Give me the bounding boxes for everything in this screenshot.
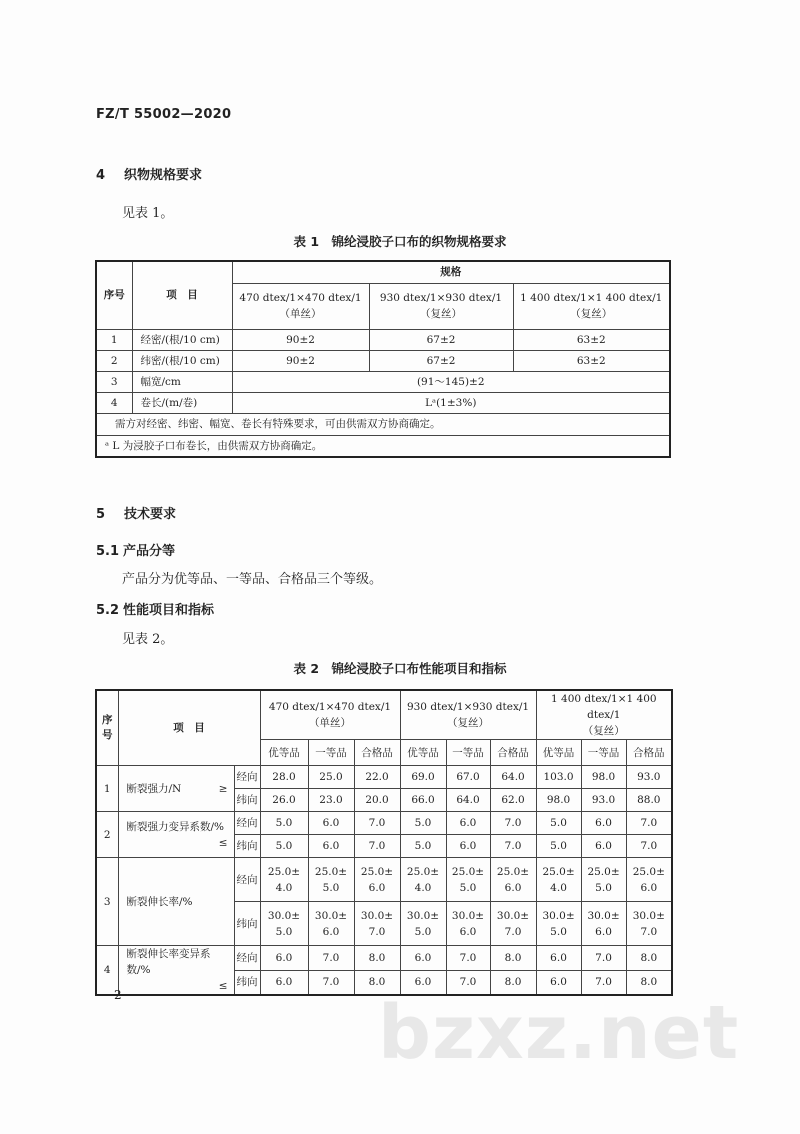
- table-1-caption: 表 1 锦纶浸胶子口布的织物规格要求: [293, 234, 507, 249]
- table-cell: 6.0: [308, 812, 354, 835]
- section-5-1-text: 产品分为优等品、一等品、合格品三个等级。: [122, 572, 383, 587]
- table-cell: 纬密/(根/10 cm): [132, 350, 232, 371]
- spec-col-1: 470 dtex/1×470 dtex/1 （单丝）: [232, 283, 369, 329]
- table-cell: 62.0: [490, 789, 536, 812]
- table-2: [95, 689, 673, 996]
- section-5-heading: 5 技术要求: [96, 507, 177, 522]
- table-cell: 6.0: [446, 835, 490, 858]
- spec-col-3: 1 400 dtex/1×1 400 dtex/1 （复丝）: [536, 690, 672, 740]
- table-cell: 纬向: [234, 835, 260, 858]
- header-spec: 规格: [232, 261, 670, 283]
- table-cell: 103.0: [536, 766, 581, 789]
- table-cell: 3: [96, 858, 118, 946]
- section-number: 4: [96, 168, 106, 183]
- table-cell: 30.0± 6.0: [308, 902, 354, 946]
- item-strength-cv: 断裂强力变异系数/% ≤: [118, 812, 234, 858]
- table-cell: 2: [96, 350, 132, 371]
- table-cell: 25.0: [308, 766, 354, 789]
- table-cell: 93.0: [626, 766, 672, 789]
- table-row: [96, 858, 672, 902]
- table-cell: 26.0: [260, 789, 308, 812]
- header-item: 项 目: [132, 261, 232, 329]
- table-cell: 5.0: [260, 835, 308, 858]
- table-cell: 25.0± 6.0: [490, 858, 536, 902]
- section-title: 织物规格要求: [124, 168, 203, 183]
- table-cell: 7.0: [446, 946, 490, 971]
- table-cell: 6.0: [581, 812, 626, 835]
- table-cell: 5.0: [260, 812, 308, 835]
- table-cell: 经向: [234, 812, 260, 835]
- table-cell: 25.0± 5.0: [446, 858, 490, 902]
- grade-first: 一等品: [581, 740, 626, 766]
- spec-col-2: 930 dtex/1×930 dtex/1 （复丝）: [369, 283, 513, 329]
- table-cell: 7.0: [490, 812, 536, 835]
- table-cell: 经向: [234, 858, 260, 902]
- table-cell: 7.0: [581, 946, 626, 971]
- table-cell: 30.0± 6.0: [581, 902, 626, 946]
- table-cell: 30.0± 7.0: [490, 902, 536, 946]
- grade-first: 一等品: [446, 740, 490, 766]
- table-cell: 25.0± 5.0: [581, 858, 626, 902]
- table-cell: 6.0: [536, 946, 581, 971]
- table-cell: 7.0: [490, 835, 536, 858]
- table-cell: 7.0: [581, 970, 626, 995]
- table-cell: 25.0± 4.0: [536, 858, 581, 902]
- table-cell: 6.0: [446, 812, 490, 835]
- table-cell: 30.0± 7.0: [626, 902, 672, 946]
- table-cell: Lᵃ(1±3%): [232, 392, 670, 413]
- table-cell: 25.0± 6.0: [354, 858, 400, 902]
- table-2-caption: 表 2 锦纶浸胶子口布性能项目和指标: [293, 661, 507, 676]
- table-1: [95, 260, 671, 458]
- table-cell: 4: [96, 946, 118, 996]
- table-row: [96, 371, 670, 392]
- table-cell: 7.0: [354, 812, 400, 835]
- table-row: [96, 329, 670, 350]
- table-cell: 64.0: [490, 766, 536, 789]
- page-number: 2: [114, 988, 122, 1002]
- section-5-2-text: 见表 2。: [122, 632, 174, 647]
- table-cell: 6.0: [581, 835, 626, 858]
- grade-qualified: 合格品: [490, 740, 536, 766]
- table-cell: 8.0: [490, 970, 536, 995]
- table-cell: 22.0: [354, 766, 400, 789]
- item-elongation: 断裂伸长率/%: [118, 858, 234, 946]
- table-cell: 90±2: [232, 350, 369, 371]
- table-cell: 30.0± 5.0: [536, 902, 581, 946]
- table-cell: 6.0: [260, 946, 308, 971]
- table-cell: 幅宽/cm: [132, 371, 232, 392]
- table-cell: 67±2: [369, 350, 513, 371]
- table-cell: 64.0: [446, 789, 490, 812]
- table-cell: 25.0± 5.0: [308, 858, 354, 902]
- grade-top: 优等品: [400, 740, 446, 766]
- table-cell: 纬向: [234, 789, 260, 812]
- table-cell: 5.0: [536, 835, 581, 858]
- table-cell: 6.0: [536, 970, 581, 995]
- table-cell: 66.0: [400, 789, 446, 812]
- section-5-2-heading: 5.2 性能项目和指标: [96, 603, 215, 618]
- grade-top: 优等品: [260, 740, 308, 766]
- table-cell: 7.0: [626, 835, 672, 858]
- table-cell: 7.0: [308, 970, 354, 995]
- table-cell: 3: [96, 371, 132, 392]
- header-no: 序号: [96, 690, 118, 766]
- table-cell: 8.0: [354, 946, 400, 971]
- table-cell: 6.0: [308, 835, 354, 858]
- table-cell: 30.0± 7.0: [354, 902, 400, 946]
- table-cell: 4: [96, 392, 132, 413]
- table-cell: 98.0: [536, 789, 581, 812]
- item-elongation-cv: 断裂伸长率变异系数/% ≤: [118, 946, 234, 996]
- table-cell: 经向: [234, 766, 260, 789]
- table-cell: 23.0: [308, 789, 354, 812]
- grade-top: 优等品: [536, 740, 581, 766]
- table-cell: 69.0: [400, 766, 446, 789]
- table-cell: 1: [96, 329, 132, 350]
- section-4-text: 见表 1。: [122, 206, 174, 221]
- table-1-footnote: ᵃ L 为浸胶子口布卷长，由供需双方协商确定。: [96, 435, 670, 457]
- table-cell: 67±2: [369, 329, 513, 350]
- spec-col-3: 1 400 dtex/1×1 400 dtex/1 （复丝）: [513, 283, 670, 329]
- section-4-heading: [96, 164, 202, 183]
- table-cell: 20.0: [354, 789, 400, 812]
- table-cell: 6.0: [400, 970, 446, 995]
- table-row: [96, 812, 672, 835]
- standard-number: FZ/T 55002—2020: [96, 107, 232, 122]
- table-cell: 8.0: [490, 946, 536, 971]
- table-row: [96, 350, 670, 371]
- table-cell: 2: [96, 812, 118, 858]
- table-cell: 7.0: [446, 970, 490, 995]
- table-cell: 卷长/(m/卷): [132, 392, 232, 413]
- table-cell: 98.0: [581, 766, 626, 789]
- table-cell: 93.0: [581, 789, 626, 812]
- header-no: 序号: [96, 261, 132, 329]
- table-row: [96, 766, 672, 789]
- table-cell: 纬向: [234, 970, 260, 995]
- table-cell: 30.0± 6.0: [446, 902, 490, 946]
- grade-qualified: 合格品: [354, 740, 400, 766]
- table-cell: 1: [96, 766, 118, 812]
- table-cell: 8.0: [354, 970, 400, 995]
- table-cell: 63±2: [513, 329, 670, 350]
- table-cell: 25.0± 6.0: [626, 858, 672, 902]
- table-cell: 90±2: [232, 329, 369, 350]
- table-cell: 30.0± 5.0: [260, 902, 308, 946]
- table-cell: 5.0: [536, 812, 581, 835]
- watermark: bzxz.net: [378, 990, 740, 1076]
- table-cell: 30.0± 5.0: [400, 902, 446, 946]
- table-cell: 经向: [234, 946, 260, 971]
- spec-col-1: 470 dtex/1×470 dtex/1 （单丝）: [260, 690, 400, 740]
- table-cell: 5.0: [400, 835, 446, 858]
- table-cell: 25.0± 4.0: [400, 858, 446, 902]
- table-cell: 5.0: [400, 812, 446, 835]
- table-cell: 8.0: [626, 970, 672, 995]
- spec-col-2: 930 dtex/1×930 dtex/1 （复丝）: [400, 690, 536, 740]
- table-cell: 88.0: [626, 789, 672, 812]
- table-cell: 6.0: [400, 946, 446, 971]
- table-cell: 28.0: [260, 766, 308, 789]
- table-cell: 67.0: [446, 766, 490, 789]
- grade-first: 一等品: [308, 740, 354, 766]
- header-item: 项 目: [118, 690, 260, 766]
- table-cell: 7.0: [354, 835, 400, 858]
- table-cell: 7.0: [308, 946, 354, 971]
- table-cell: 8.0: [626, 946, 672, 971]
- table-row: [96, 946, 672, 971]
- table-cell: 25.0± 4.0: [260, 858, 308, 902]
- section-5-1-heading: 5.1 产品分等: [96, 544, 176, 559]
- table-cell: 7.0: [626, 812, 672, 835]
- grade-qualified: 合格品: [626, 740, 672, 766]
- table-1-note: 需方对经密、纬密、幅宽、卷长有特殊要求，可由供需双方协商确定。: [96, 413, 670, 435]
- table-cell: 经密/(根/10 cm): [132, 329, 232, 350]
- item-breaking-strength: 断裂强力/N ≥: [118, 766, 234, 812]
- table-row: [96, 392, 670, 413]
- table-cell: 纬向: [234, 902, 260, 946]
- table-cell: (91～145)±2: [232, 371, 670, 392]
- table-cell: 63±2: [513, 350, 670, 371]
- table-cell: 6.0: [260, 970, 308, 995]
